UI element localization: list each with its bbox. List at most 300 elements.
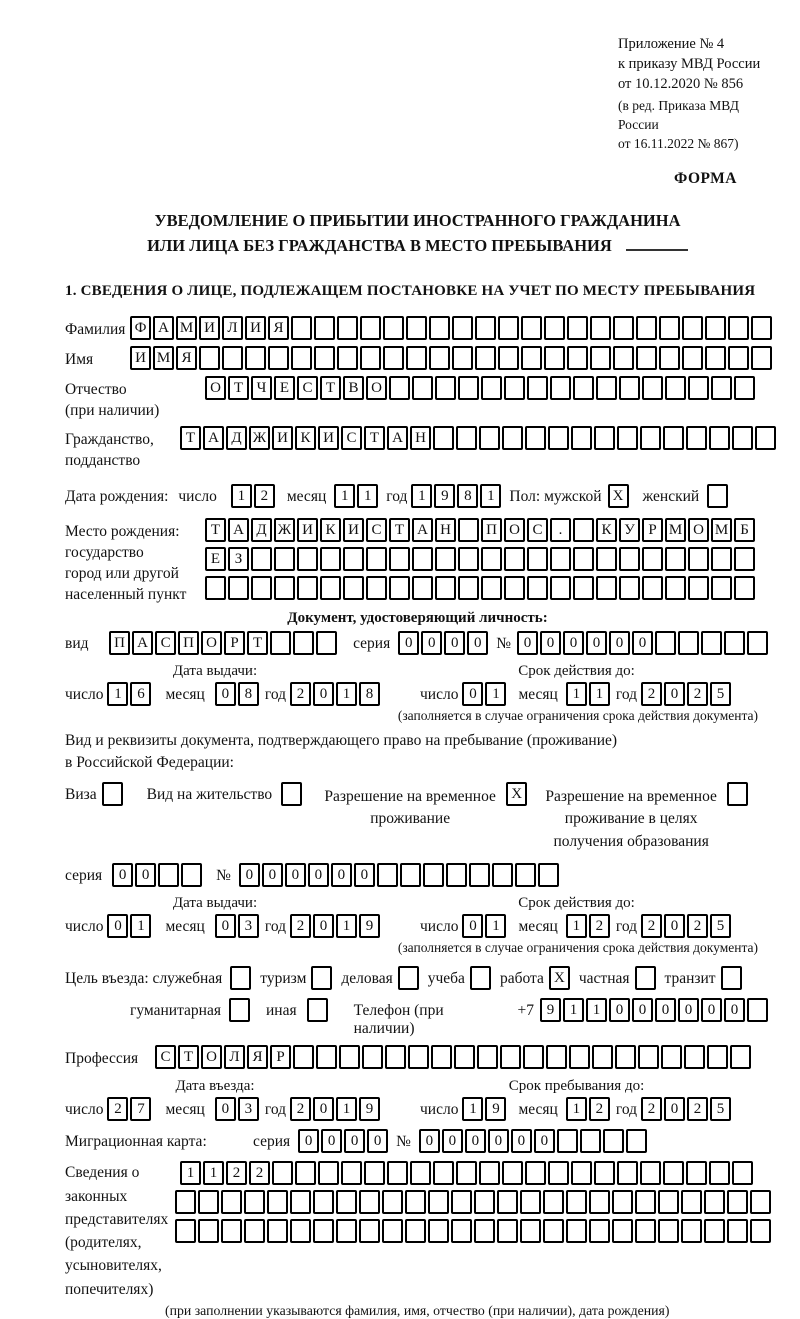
char-box[interactable] [617, 426, 638, 450]
char-box[interactable] [571, 1161, 592, 1185]
char-box[interactable] [221, 1219, 242, 1243]
char-box[interactable]: 0 [534, 1129, 555, 1153]
char-box[interactable] [707, 1045, 728, 1069]
char-box[interactable] [389, 547, 410, 571]
char-box[interactable] [198, 1190, 219, 1214]
char-box[interactable] [550, 376, 571, 400]
char-box[interactable] [589, 1219, 610, 1243]
char-box[interactable]: 1 [485, 682, 506, 706]
char-box[interactable] [592, 1045, 613, 1069]
char-box[interactable]: И [343, 518, 364, 542]
char-box[interactable]: Т [364, 426, 385, 450]
char-box[interactable]: Д [251, 518, 272, 542]
char-box[interactable]: 1 [566, 682, 587, 706]
stay-year-input[interactable] [641, 1097, 733, 1121]
char-box[interactable]: 0 [313, 914, 334, 938]
char-box[interactable] [458, 576, 479, 600]
char-box[interactable] [297, 576, 318, 600]
char-box[interactable] [498, 316, 519, 340]
char-box[interactable] [711, 547, 732, 571]
char-box[interactable] [665, 576, 686, 600]
char-box[interactable]: М [711, 518, 732, 542]
purpose-official-checkbox[interactable] [230, 966, 253, 990]
purpose-business-checkbox[interactable] [398, 966, 421, 990]
char-box[interactable]: 0 [308, 863, 329, 887]
char-box[interactable] [684, 1045, 705, 1069]
char-box[interactable] [682, 346, 703, 370]
char-box[interactable] [594, 1161, 615, 1185]
char-box[interactable] [567, 346, 588, 370]
char-box[interactable] [642, 576, 663, 600]
char-box[interactable] [497, 1219, 518, 1243]
char-box[interactable] [251, 547, 272, 571]
char-box[interactable]: 0 [609, 998, 630, 1022]
char-box[interactable]: 0 [664, 1097, 685, 1121]
char-box[interactable]: У [619, 518, 640, 542]
char-box[interactable]: 3 [238, 1097, 259, 1121]
char-box[interactable]: К [320, 518, 341, 542]
char-box[interactable] [362, 1045, 383, 1069]
char-box[interactable] [521, 346, 542, 370]
char-box[interactable]: 0 [444, 631, 465, 655]
char-box[interactable]: 0 [112, 863, 133, 887]
surname-input[interactable] [130, 316, 774, 340]
char-box[interactable]: Р [642, 518, 663, 542]
char-box[interactable] [688, 576, 709, 600]
char-box[interactable]: П [109, 631, 130, 655]
char-box[interactable] [429, 346, 450, 370]
char-box[interactable] [400, 863, 421, 887]
char-box[interactable] [244, 1219, 265, 1243]
char-box[interactable] [520, 1190, 541, 1214]
char-box[interactable]: К [295, 426, 316, 450]
char-box[interactable] [603, 1129, 624, 1153]
char-box[interactable]: В [343, 376, 364, 400]
char-box[interactable]: С [155, 1045, 176, 1069]
char-box[interactable]: 0 [517, 631, 538, 655]
char-box[interactable]: 2 [641, 914, 662, 938]
entry-day-input[interactable] [107, 1097, 153, 1121]
char-box[interactable] [750, 1190, 771, 1214]
char-box[interactable] [557, 1129, 578, 1153]
char-box[interactable] [360, 316, 381, 340]
char-box[interactable] [573, 518, 594, 542]
char-box[interactable]: 0 [632, 631, 653, 655]
char-box[interactable] [475, 346, 496, 370]
char-box[interactable] [596, 547, 617, 571]
char-box[interactable] [456, 426, 477, 450]
char-box[interactable]: Т [228, 376, 249, 400]
char-box[interactable] [385, 1045, 406, 1069]
char-box[interactable]: 2 [290, 1097, 311, 1121]
residence-valid-month-input[interactable] [566, 914, 612, 938]
char-box[interactable] [701, 631, 722, 655]
char-box[interactable] [475, 316, 496, 340]
char-box[interactable] [569, 1045, 590, 1069]
char-box[interactable] [359, 1190, 380, 1214]
char-box[interactable] [543, 1219, 564, 1243]
char-box[interactable] [251, 576, 272, 600]
char-box[interactable]: О [688, 518, 709, 542]
char-box[interactable] [435, 547, 456, 571]
char-box[interactable] [412, 376, 433, 400]
char-box[interactable]: 0 [135, 863, 156, 887]
char-box[interactable]: Л [222, 316, 243, 340]
char-box[interactable] [341, 1161, 362, 1185]
char-box[interactable] [504, 547, 525, 571]
valid-year-input[interactable] [641, 682, 733, 706]
char-box[interactable]: 0 [398, 631, 419, 655]
char-box[interactable] [567, 316, 588, 340]
char-box[interactable] [199, 346, 220, 370]
char-box[interactable]: 0 [442, 1129, 463, 1153]
char-box[interactable]: 1 [107, 682, 128, 706]
char-box[interactable] [270, 631, 291, 655]
char-box[interactable]: 2 [254, 484, 275, 508]
sex-male-checkbox[interactable] [608, 484, 631, 508]
char-box[interactable] [456, 1161, 477, 1185]
char-box[interactable]: 0 [298, 1129, 319, 1153]
char-box[interactable] [387, 1161, 408, 1185]
char-box[interactable] [281, 782, 302, 806]
char-box[interactable] [492, 863, 513, 887]
char-box[interactable]: 0 [321, 1129, 342, 1153]
entry-month-input[interactable] [215, 1097, 261, 1121]
char-box[interactable]: С [366, 518, 387, 542]
char-box[interactable] [658, 1219, 679, 1243]
char-box[interactable] [724, 631, 745, 655]
char-box[interactable] [527, 376, 548, 400]
sex-female-checkbox[interactable] [707, 484, 730, 508]
char-box[interactable]: 5 [710, 914, 731, 938]
char-box[interactable]: 0 [367, 1129, 388, 1153]
char-box[interactable] [613, 316, 634, 340]
char-box[interactable] [433, 1161, 454, 1185]
char-box[interactable] [431, 1045, 452, 1069]
char-box[interactable]: Д [226, 426, 247, 450]
char-box[interactable] [527, 576, 548, 600]
issue-month-input[interactable] [215, 682, 261, 706]
char-box[interactable] [612, 1190, 633, 1214]
char-box[interactable] [573, 576, 594, 600]
char-box[interactable] [433, 426, 454, 450]
char-box[interactable]: 0 [465, 1129, 486, 1153]
char-box[interactable]: Ж [249, 426, 270, 450]
char-box[interactable]: Е [205, 547, 226, 571]
char-box[interactable]: 5 [710, 1097, 731, 1121]
char-box[interactable]: Н [410, 426, 431, 450]
char-box[interactable] [640, 426, 661, 450]
char-box[interactable]: А [228, 518, 249, 542]
char-box[interactable] [429, 316, 450, 340]
char-box[interactable] [229, 998, 250, 1022]
char-box[interactable]: 0 [462, 682, 483, 706]
char-box[interactable] [642, 376, 663, 400]
char-box[interactable]: 7 [130, 1097, 151, 1121]
char-box[interactable]: X [608, 484, 629, 508]
char-box[interactable]: 0 [701, 998, 722, 1022]
char-box[interactable]: 1 [566, 914, 587, 938]
char-box[interactable]: Т [247, 631, 268, 655]
char-box[interactable] [316, 631, 337, 655]
char-box[interactable] [663, 426, 684, 450]
char-box[interactable] [635, 1219, 656, 1243]
char-box[interactable]: 1 [586, 998, 607, 1022]
char-box[interactable] [727, 1190, 748, 1214]
char-box[interactable] [230, 966, 251, 990]
char-box[interactable] [590, 346, 611, 370]
char-box[interactable] [364, 1161, 385, 1185]
char-box[interactable]: Р [224, 631, 245, 655]
char-box[interactable] [268, 346, 289, 370]
char-box[interactable]: 8 [457, 484, 478, 508]
char-box[interactable] [405, 1219, 426, 1243]
char-box[interactable]: 1 [336, 682, 357, 706]
char-box[interactable] [228, 576, 249, 600]
char-box[interactable] [617, 1161, 638, 1185]
char-box[interactable] [661, 1045, 682, 1069]
char-box[interactable]: 8 [238, 682, 259, 706]
char-box[interactable] [580, 1129, 601, 1153]
char-box[interactable] [316, 1045, 337, 1069]
char-box[interactable]: П [178, 631, 199, 655]
char-box[interactable] [454, 1045, 475, 1069]
char-box[interactable] [389, 576, 410, 600]
char-box[interactable] [573, 547, 594, 571]
char-box[interactable] [272, 1161, 293, 1185]
char-box[interactable]: 2 [589, 914, 610, 938]
char-box[interactable]: 0 [215, 914, 236, 938]
char-box[interactable]: П [481, 518, 502, 542]
char-box[interactable] [336, 1219, 357, 1243]
char-box[interactable]: 0 [462, 914, 483, 938]
char-box[interactable] [747, 998, 768, 1022]
char-box[interactable]: 9 [485, 1097, 506, 1121]
char-box[interactable] [665, 376, 686, 400]
birthplace-line3-input[interactable] [205, 576, 757, 600]
char-box[interactable]: 9 [540, 998, 561, 1022]
char-box[interactable]: 0 [467, 631, 488, 655]
char-box[interactable] [732, 426, 753, 450]
char-box[interactable]: 2 [249, 1161, 270, 1185]
char-box[interactable]: 0 [664, 914, 685, 938]
char-box[interactable]: 9 [434, 484, 455, 508]
char-box[interactable]: Т [180, 426, 201, 450]
char-box[interactable]: 1 [203, 1161, 224, 1185]
char-box[interactable] [734, 376, 755, 400]
char-box[interactable] [704, 1190, 725, 1214]
residence-issue-day-input[interactable] [107, 914, 153, 938]
char-box[interactable] [619, 576, 640, 600]
char-box[interactable] [267, 1190, 288, 1214]
char-box[interactable] [377, 863, 398, 887]
birthplace-line2-input[interactable] [205, 547, 757, 571]
char-box[interactable] [681, 1190, 702, 1214]
char-box[interactable]: 1 [589, 682, 610, 706]
char-box[interactable] [728, 316, 749, 340]
char-box[interactable] [525, 426, 546, 450]
purpose-tourism-checkbox[interactable] [311, 966, 334, 990]
char-box[interactable] [523, 1045, 544, 1069]
char-box[interactable] [314, 346, 335, 370]
char-box[interactable] [619, 547, 640, 571]
char-box[interactable] [320, 547, 341, 571]
char-box[interactable]: С [155, 631, 176, 655]
char-box[interactable]: 0 [563, 631, 584, 655]
char-box[interactable]: Р [270, 1045, 291, 1069]
char-box[interactable] [452, 316, 473, 340]
char-box[interactable] [659, 316, 680, 340]
char-box[interactable]: О [205, 376, 226, 400]
char-box[interactable]: 0 [313, 1097, 334, 1121]
char-box[interactable] [707, 484, 728, 508]
char-box[interactable] [291, 316, 312, 340]
char-box[interactable]: И [297, 518, 318, 542]
issue-day-input[interactable] [107, 682, 153, 706]
char-box[interactable] [704, 1219, 725, 1243]
char-box[interactable] [615, 1045, 636, 1069]
char-box[interactable] [451, 1219, 472, 1243]
char-box[interactable]: А [203, 426, 224, 450]
char-box[interactable] [470, 966, 491, 990]
char-box[interactable] [428, 1190, 449, 1214]
char-box[interactable]: 1 [480, 484, 501, 508]
char-box[interactable]: И [272, 426, 293, 450]
char-box[interactable]: Я [247, 1045, 268, 1069]
char-box[interactable] [734, 547, 755, 571]
char-box[interactable] [594, 426, 615, 450]
char-box[interactable] [659, 346, 680, 370]
char-box[interactable]: 0 [632, 998, 653, 1022]
char-box[interactable] [596, 376, 617, 400]
char-box[interactable]: 2 [107, 1097, 128, 1121]
char-box[interactable] [267, 1219, 288, 1243]
char-box[interactable]: Л [224, 1045, 245, 1069]
temporary-residence-education-checkbox[interactable] [727, 782, 750, 806]
stay-day-input[interactable] [462, 1097, 508, 1121]
char-box[interactable] [412, 576, 433, 600]
char-box[interactable] [497, 1190, 518, 1214]
char-box[interactable] [158, 863, 179, 887]
char-box[interactable]: 0 [678, 998, 699, 1022]
char-box[interactable] [474, 1219, 495, 1243]
purpose-humanitarian-checkbox[interactable] [229, 998, 252, 1022]
char-box[interactable] [405, 1190, 426, 1214]
char-box[interactable]: 0 [285, 863, 306, 887]
residence-permit-checkbox[interactable] [281, 782, 304, 806]
char-box[interactable] [571, 426, 592, 450]
char-box[interactable]: 1 [462, 1097, 483, 1121]
char-box[interactable]: С [297, 376, 318, 400]
char-box[interactable]: 0 [664, 682, 685, 706]
char-box[interactable]: 0 [609, 631, 630, 655]
char-box[interactable] [435, 376, 456, 400]
char-box[interactable] [435, 576, 456, 600]
birth-day-input[interactable] [231, 484, 277, 508]
char-box[interactable] [730, 1045, 751, 1069]
char-box[interactable] [481, 576, 502, 600]
char-box[interactable] [721, 966, 742, 990]
char-box[interactable]: 1 [357, 484, 378, 508]
residence-issue-year-input[interactable] [290, 914, 382, 938]
valid-day-input[interactable] [462, 682, 508, 706]
char-box[interactable] [636, 346, 657, 370]
name-input[interactable] [130, 346, 774, 370]
char-box[interactable] [750, 1219, 771, 1243]
char-box[interactable] [655, 631, 676, 655]
char-box[interactable]: 8 [359, 682, 380, 706]
char-box[interactable] [688, 547, 709, 571]
char-box[interactable] [366, 576, 387, 600]
char-box[interactable]: А [387, 426, 408, 450]
char-box[interactable] [711, 576, 732, 600]
char-box[interactable]: О [366, 376, 387, 400]
birth-month-input[interactable] [334, 484, 380, 508]
char-box[interactable] [198, 1219, 219, 1243]
char-box[interactable] [682, 316, 703, 340]
char-box[interactable]: Т [205, 518, 226, 542]
char-box[interactable] [382, 1190, 403, 1214]
char-box[interactable] [751, 316, 772, 340]
char-box[interactable]: 1 [336, 1097, 357, 1121]
char-box[interactable]: 0 [344, 1129, 365, 1153]
char-box[interactable]: Е [274, 376, 295, 400]
char-box[interactable] [573, 376, 594, 400]
char-box[interactable] [274, 547, 295, 571]
residence-number-input[interactable] [239, 863, 561, 887]
char-box[interactable] [521, 316, 542, 340]
char-box[interactable] [412, 547, 433, 571]
char-box[interactable]: 1 [411, 484, 432, 508]
char-box[interactable] [458, 376, 479, 400]
char-box[interactable] [642, 547, 663, 571]
char-box[interactable] [446, 863, 467, 887]
char-box[interactable] [244, 1190, 265, 1214]
char-box[interactable]: 0 [215, 1097, 236, 1121]
char-box[interactable] [360, 346, 381, 370]
char-box[interactable] [544, 346, 565, 370]
residence-valid-year-input[interactable] [641, 914, 733, 938]
citizenship-input[interactable] [180, 426, 778, 450]
char-box[interactable]: 5 [710, 682, 731, 706]
char-box[interactable] [498, 346, 519, 370]
char-box[interactable] [728, 346, 749, 370]
char-box[interactable] [626, 1129, 647, 1153]
char-box[interactable]: 1 [130, 914, 151, 938]
char-box[interactable] [502, 1161, 523, 1185]
representatives-line3-input[interactable] [175, 1219, 773, 1243]
char-box[interactable] [751, 346, 772, 370]
char-box[interactable]: . [550, 518, 571, 542]
entry-year-input[interactable] [290, 1097, 382, 1121]
char-box[interactable] [727, 1219, 748, 1243]
char-box[interactable] [290, 1190, 311, 1214]
char-box[interactable] [619, 376, 640, 400]
char-box[interactable] [481, 376, 502, 400]
char-box[interactable] [359, 1219, 380, 1243]
char-box[interactable] [481, 547, 502, 571]
char-box[interactable] [343, 576, 364, 600]
char-box[interactable] [538, 863, 559, 887]
char-box[interactable]: 0 [331, 863, 352, 887]
char-box[interactable]: И [130, 346, 151, 370]
char-box[interactable]: А [153, 316, 174, 340]
char-box[interactable]: 1 [231, 484, 252, 508]
char-box[interactable]: Я [268, 316, 289, 340]
char-box[interactable]: И [245, 316, 266, 340]
char-box[interactable] [423, 863, 444, 887]
char-box[interactable]: 9 [359, 914, 380, 938]
